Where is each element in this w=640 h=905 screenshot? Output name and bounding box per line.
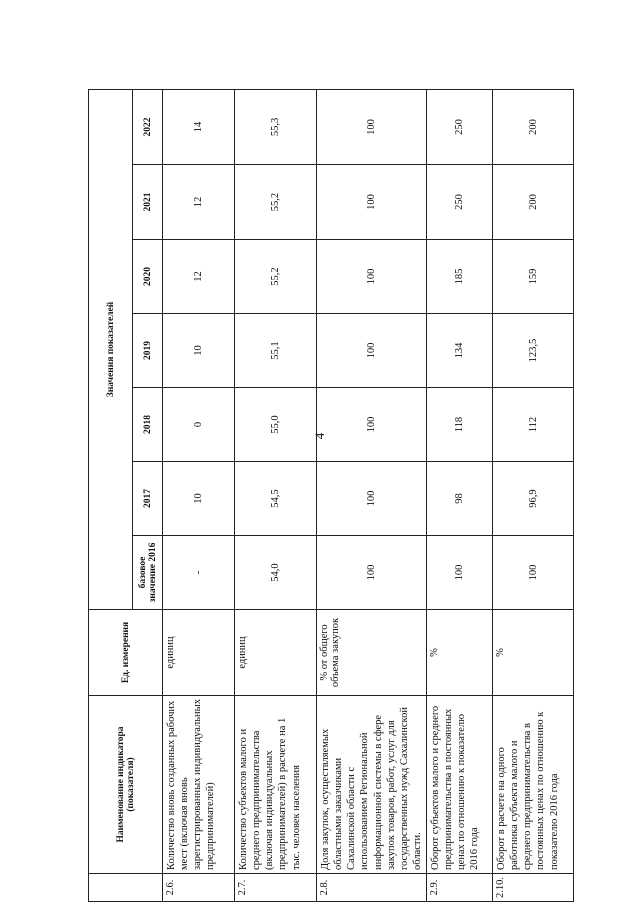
header-year-2022: 2022 xyxy=(133,89,163,164)
page-number: 4 xyxy=(312,432,327,440)
row-unit: % xyxy=(493,610,574,696)
row-value: 55,1 xyxy=(235,314,317,388)
row-value: 0 xyxy=(163,388,235,462)
header-year-2021: 2021 xyxy=(133,165,163,240)
row-value: 98 xyxy=(427,462,493,536)
row-indicator-name: Доля закупок, осуществляемых областными заказчиками Сахалинской области с использованием Региональной информационной системы в сфере закупок товаров, работ, услуг для государственных нужд Сахалинской области. xyxy=(317,696,427,874)
table-row xyxy=(427,89,493,901)
row-value: 100 xyxy=(427,536,493,610)
header-year-2020: 2020 xyxy=(133,240,163,314)
row-number: 2.6. xyxy=(163,874,235,902)
row-value: 100 xyxy=(317,165,427,240)
row-value: 250 xyxy=(427,89,493,164)
row-value: 10 xyxy=(163,314,235,388)
row-value: 96,9 xyxy=(493,462,574,536)
row-unit: единиц xyxy=(163,610,235,696)
table-row xyxy=(163,89,235,901)
row-number: 2.7. xyxy=(235,874,317,902)
row-value: 200 xyxy=(493,165,574,240)
row-value: 55,2 xyxy=(235,240,317,314)
row-value: 12 xyxy=(163,165,235,240)
header-indicator-name: Наименование индикатора (показателя) xyxy=(89,696,163,874)
row-value: 118 xyxy=(427,388,493,462)
row-indicator-name: Оборот в расчете на одного работника субъекта малого и среднего предпринимательства в постоянных ценах по отношению к показателю 2016 года xyxy=(493,696,574,874)
header-row xyxy=(89,89,133,901)
row-value: 100 xyxy=(317,89,427,164)
row-value: 100 xyxy=(317,314,427,388)
row-value: 54,5 xyxy=(235,462,317,536)
header-year-2018: 2018 xyxy=(133,388,163,462)
table-row xyxy=(235,89,317,901)
row-value: 14 xyxy=(163,89,235,164)
row-value: 54,0 xyxy=(235,536,317,610)
row-value: 159 xyxy=(493,240,574,314)
row-value: 100 xyxy=(317,462,427,536)
indicators-table-container xyxy=(88,90,573,902)
row-value: 200 xyxy=(493,89,574,164)
header-values: Значения показателей xyxy=(89,89,133,609)
header-number xyxy=(89,874,163,902)
row-value: 134 xyxy=(427,314,493,388)
row-value: 123,5 xyxy=(493,314,574,388)
row-value: 100 xyxy=(493,536,574,610)
row-number: 2.9. xyxy=(427,874,493,902)
row-value: 55,2 xyxy=(235,165,317,240)
row-number: 2.8. xyxy=(317,874,427,902)
row-unit: % от общего объема закупок xyxy=(317,610,427,696)
indicators-table xyxy=(88,89,574,902)
row-indicator-name: Количество вновь созданных рабочих мест (включая вновь зарегистрированных индивидуальных предпринимателей) xyxy=(163,696,235,874)
header-year-2019: 2019 xyxy=(133,314,163,388)
row-value: 55,3 xyxy=(235,89,317,164)
row-value: 250 xyxy=(427,165,493,240)
row-value: 100 xyxy=(317,388,427,462)
table-row xyxy=(317,89,427,901)
header-unit: Ед. измерения xyxy=(89,610,163,696)
row-value: 55,0 xyxy=(235,388,317,462)
row-value: 10 xyxy=(163,462,235,536)
header-year-base: базовое значение 2016 xyxy=(133,536,163,610)
row-value: 112 xyxy=(493,388,574,462)
row-indicator-name: Оборот субъектов малого и среднего предпринимательства в постоянных ценах по отношению к показателю 2016 года xyxy=(427,696,493,874)
row-value: 100 xyxy=(317,240,427,314)
row-value: 185 xyxy=(427,240,493,314)
row-indicator-name: Количество субъектов малого и среднего предпринимательства (включая индивидуальных предпринимателей) в расчете на 1 тыс. человек населения xyxy=(235,696,317,874)
table-row xyxy=(493,89,574,901)
header-year-2017: 2017 xyxy=(133,462,163,536)
row-unit: единиц xyxy=(235,610,317,696)
row-unit: % xyxy=(427,610,493,696)
row-value: - xyxy=(163,536,235,610)
row-value: 100 xyxy=(317,536,427,610)
row-number: 2.10. xyxy=(493,874,574,902)
row-value: 12 xyxy=(163,240,235,314)
